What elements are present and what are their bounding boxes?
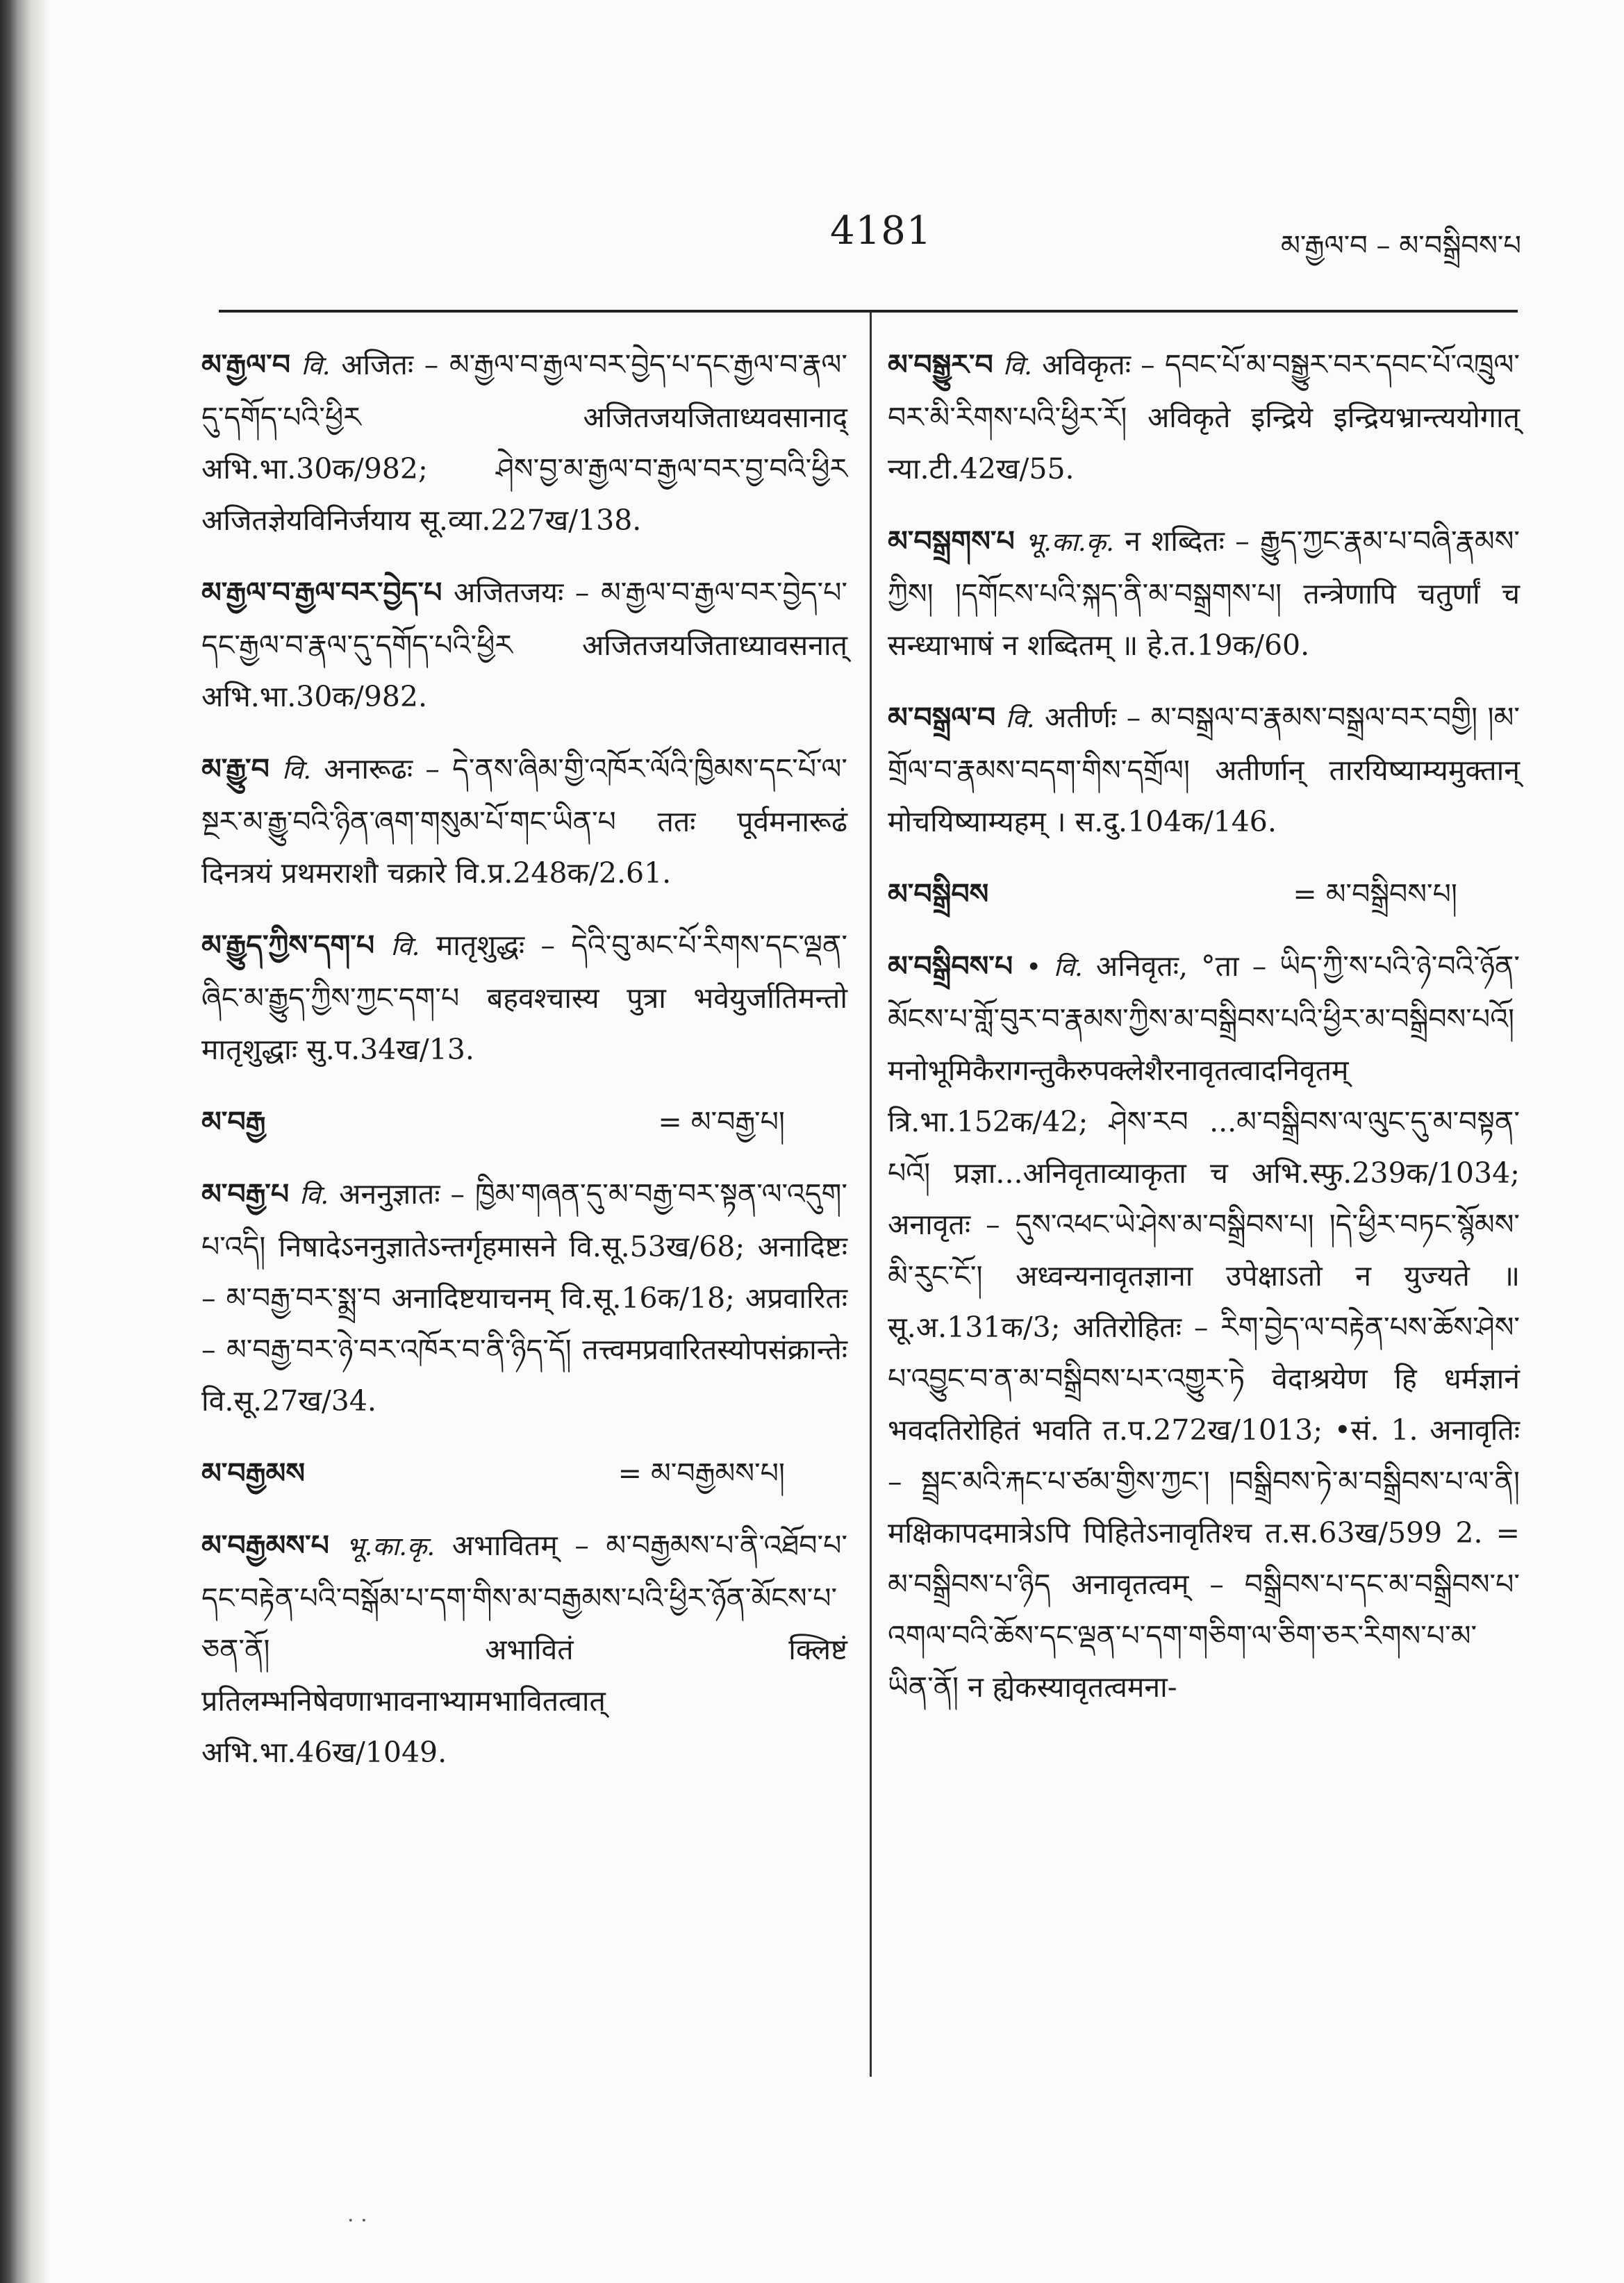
- entry-term: མ་བརྒྱམས་པ: [201, 1529, 329, 1562]
- cross-reference-entry: [201, 1096, 847, 1147]
- entry-term: མ་བསྒྲགས་པ: [888, 524, 1015, 558]
- book-binding-edge: [0, 0, 50, 2283]
- dictionary-entry: [888, 940, 1520, 1713]
- cross-reference-entry: [201, 1447, 847, 1499]
- cross-reference: = མ་བརྒྱམས་པ།: [618, 1456, 785, 1490]
- cross-reference: = མ་བསྒྲིབས་པ།: [1293, 877, 1457, 911]
- entry-body: अविकृतः – དབང་པོ་མ་བསྒྱུར་བར་དབང་པོ་འཁྲུལ་བར་མི་རིགས་པའི་ཕྱིར་རོ། अविकृते इन्द्रिये इन्द्रियभ्रान्त्ययोगात् न्या.टी.42ख/55.: [888, 348, 1520, 485]
- entry-grammar: वि.: [1005, 704, 1035, 733]
- entry-term: མ་བརྒྱམས: [201, 1456, 305, 1490]
- dictionary-entry: [201, 339, 847, 546]
- dictionary-entry: [201, 1168, 847, 1427]
- entry-term: མ་རྒྱུ་བ: [201, 752, 270, 786]
- entry-grammar: वि.: [282, 755, 312, 785]
- right-column: [888, 339, 1520, 1734]
- entry-term: མ་བརྒྱ་པ: [201, 1177, 290, 1211]
- entry-grammar: • वि.: [1026, 952, 1083, 982]
- entry-term: མ་རྒྱལ་བ: [201, 348, 291, 381]
- entry-grammar: वि.: [390, 931, 420, 961]
- entry-grammar: भू.का.कृ.: [1025, 527, 1114, 557]
- dictionary-entry: [201, 567, 847, 722]
- entry-body: अजितजयः – མ་རྒྱལ་བ་རྒྱལ་བར་བྱེད་པ་དང་རྒྱལ་བ་རྣལ་དུ་དགོད་པའི་ཕྱིར अजितजयजिताध्यावसनात् अभि.भा.30क/982.: [201, 576, 847, 713]
- dictionary-entry: [888, 339, 1520, 495]
- entry-term: མ་བསྒྲིབས་པ: [888, 949, 1013, 983]
- entry-body: अनारूढः – དེ་ནས་ཞིམ་གྱི་འཁོར་ལོའི་ཁྱིམས་དང་པོ་ལ་སྔར་མ་རྒྱུ་བའི་ཉིན་ཞག་གསུམ་པོ་གང་ཡིན་པ ततः पूर्वमनारूढं दिनत्रयं प्रथमराशौ चक्रारे वि.प्र.248क/2.61.: [201, 752, 847, 890]
- dictionary-entry: [201, 1520, 847, 1778]
- cross-reference-entry: [888, 868, 1520, 920]
- page-number: 4181: [830, 208, 932, 254]
- dictionary-entry: [201, 743, 847, 899]
- entry-term: མ་བསྒྲལ་བ: [888, 701, 996, 734]
- left-column: [201, 339, 847, 1799]
- entry-grammar: वि.: [299, 1180, 329, 1210]
- stray-marks: · ·: [347, 2209, 367, 2233]
- dictionary-entry: [888, 692, 1520, 847]
- dictionary-entry: [201, 920, 847, 1075]
- entry-body: अनिवृतः, °ता – ཡིད་ཀྱི་ས་པའི་ཉེ་བའི་ཉོན་མོངས་པ་གློ་བུར་བ་རྣམས་ཀྱིས་མ་བསྒྲིབས་པའི་ཕྱིར་མ་བསྒྲིབས་པའོ། मनोभूमिकैरागन्तुकैरुपक्लेशैरनावृतत्वादनिवृतम् त्रि.भा.152क/42; ཤེས་རབ ...མ་བསྒྲིབས་ལ་ལུང་དུ་མ་བསྟན་པའོ། प्रज्ञा...अनिवृताव्याकृता च अभि.स्फु.239क/1034; अनावृतः – དུས་འཕང་ཡེ་ཤེས་མ་བསྒྲིབས་པ། །དེ་ཕྱིར་བཏང་སྙོམས་མི་རུང་ངོ་། अध्वन्यनावृतज्ञाना उपेक्षाऽतो न युज्यते ॥ सू.अ.131क/3; अतिरोहितः – རིག་བྱེད་ལ་བརྟེན་པས་ཆོས་ཤེས་པ་འབྱུང་བ་ན་མ་བསྒྲིབས་པར་འགྱུར་ཏེ वेदाश्रयेण हि धर्मज्ञानं भवदतिरोहितं भवति त.प.272ख/1013; •सं. 1. अनावृतिः – སྦྲང་མའི་རྐང་པ་ཙམ་གྱིས་ཀྱང་། །བསྒྲིབས་ཏེ་མ་བསྒྲིབས་པ་ལ་ནི། मक्षिकापदमात्रेऽपि पिहितेऽनावृतिश्च त.स.63ख/599 2. = མ་བསྒྲིབས་པ་ཉིད अनावृतत्वम् – བསྒྲིབས་པ་དང་མ་བསྒྲིབས་པ་འགལ་བའི་ཆོས་དང་ལྡན་པ་དག་གཅིག་ལ་ཅིག་ཅར་རིགས་པ་མ་ཡིན་ནོ། न ह्येकस्यावृतत्वमना-: [888, 949, 1520, 1704]
- header-rule: [219, 310, 1518, 313]
- entry-grammar: वि.: [301, 351, 331, 381]
- entry-body: अननुज्ञातः – ཁྱིམ་གཞན་དུ་མ་བརྒྱ་བར་སྟན་ལ་འདུག་པ་འདི། निषादेऽननुज्ञातेऽन्तर्गृहमासने वि.सू.53ख/68; अनादिष्टः – མ་བརྒྱ་བར་སྨྲ་བ अनादिष्टयाचनम् वि.सू.16क/18; अप्रवारितः – མ་བརྒྱ་བར་ཉེ་བར་འཁོར་བ་ནི་ཉིད་དོ། तत्त्वमप्रवारितस्योपसंक्रान्तेः वि.सू.27ख/34.: [201, 1177, 847, 1418]
- entry-term: མ་བསྒྱུར་བ: [888, 348, 993, 381]
- entry-term: མ་རྒྱལ་བ་རྒྱལ་བར་བྱེད་པ: [201, 576, 442, 609]
- running-head: མ་རྒྱལ་བ – མ་བསྒྲིབས་པ: [1280, 230, 1521, 262]
- entry-body: अतीर्णः – མ་བསྒྲལ་བ་རྣམས་བསྒྲལ་བར་བགྱི། །མ་གྲོལ་བ་རྣམས་བདག་གིས་དགྲོལ། अतीर्णान् तारयिष्याम्यमुक्तान् मोचयिष्याम्यहम् । स.दु.104क/146.: [888, 701, 1520, 838]
- entry-body: अजितः – མ་རྒྱལ་བ་རྒྱལ་བར་བྱེད་པ་དང་རྒྱལ་བ་རྣལ་དུ་དགོད་པའི་ཕྱིར अजितजयजिताध्यवसानाद् अभि.भा.30क/982; ཤེས་བྱ་མ་རྒྱལ་བ་རྒྱལ་བར་བྱ་བའི་ཕྱིར अजितज्ञेयविनिर्जयाय सू.व्या.227ख/138.: [201, 348, 847, 537]
- entry-body: न शब्दितः – རྒྱུད་ཀྱང་རྣམ་པ་བཞི་རྣམས་ཀྱིས། །དགོངས་པའི་སྐད་ནི་མ་བསྒྲགས་པ། तन्त्रेणापि चतुर्णां च सन्ध्याभाषं न शब्दितम् ॥ हे.त.19क/60.: [888, 524, 1520, 662]
- entry-grammar: वि.: [1002, 351, 1032, 381]
- column-divider: [870, 313, 872, 2077]
- entry-body: मातृशुद्धः – དེའི་བུ་མང་པོ་རིགས་དང་ལྡན་ཞིང་མ་རྒྱུད་ཀྱིས་ཀྱང་དག་པ बहवश्चास्य पुत्रा भवेयुर्जातिमन्तो मातृशुद्धाः सु.प.34ख/13.: [201, 929, 847, 1066]
- entry-grammar: भू.का.कृ.: [346, 1531, 436, 1561]
- dictionary-entry: [888, 515, 1520, 671]
- entry-term: མ་རྒྱུད་ཀྱིས་དག་པ: [201, 929, 375, 962]
- entry-term: མ་བརྒྱ: [201, 1105, 266, 1138]
- cross-reference: = མ་བརྒྱ་པ།: [658, 1105, 785, 1138]
- entry-body: अभावितम् – མ་བརྒྱམས་པ་ནི་འཐོབ་པ་དང་བརྟེན་པའི་བསྒོམ་པ་དག་གིས་མ་བརྒྱམས་པའི་ཕྱིར་ཉོན་མོངས་པ་ཅན་ནོ། अभावितं क्लिष्टं प्रतिलम्भनिषेवणाभावनाभ्यामभावितत्वात् अभि.भा.46ख/1049.: [201, 1529, 847, 1769]
- entry-term: མ་བསྒྲིབས: [888, 877, 989, 911]
